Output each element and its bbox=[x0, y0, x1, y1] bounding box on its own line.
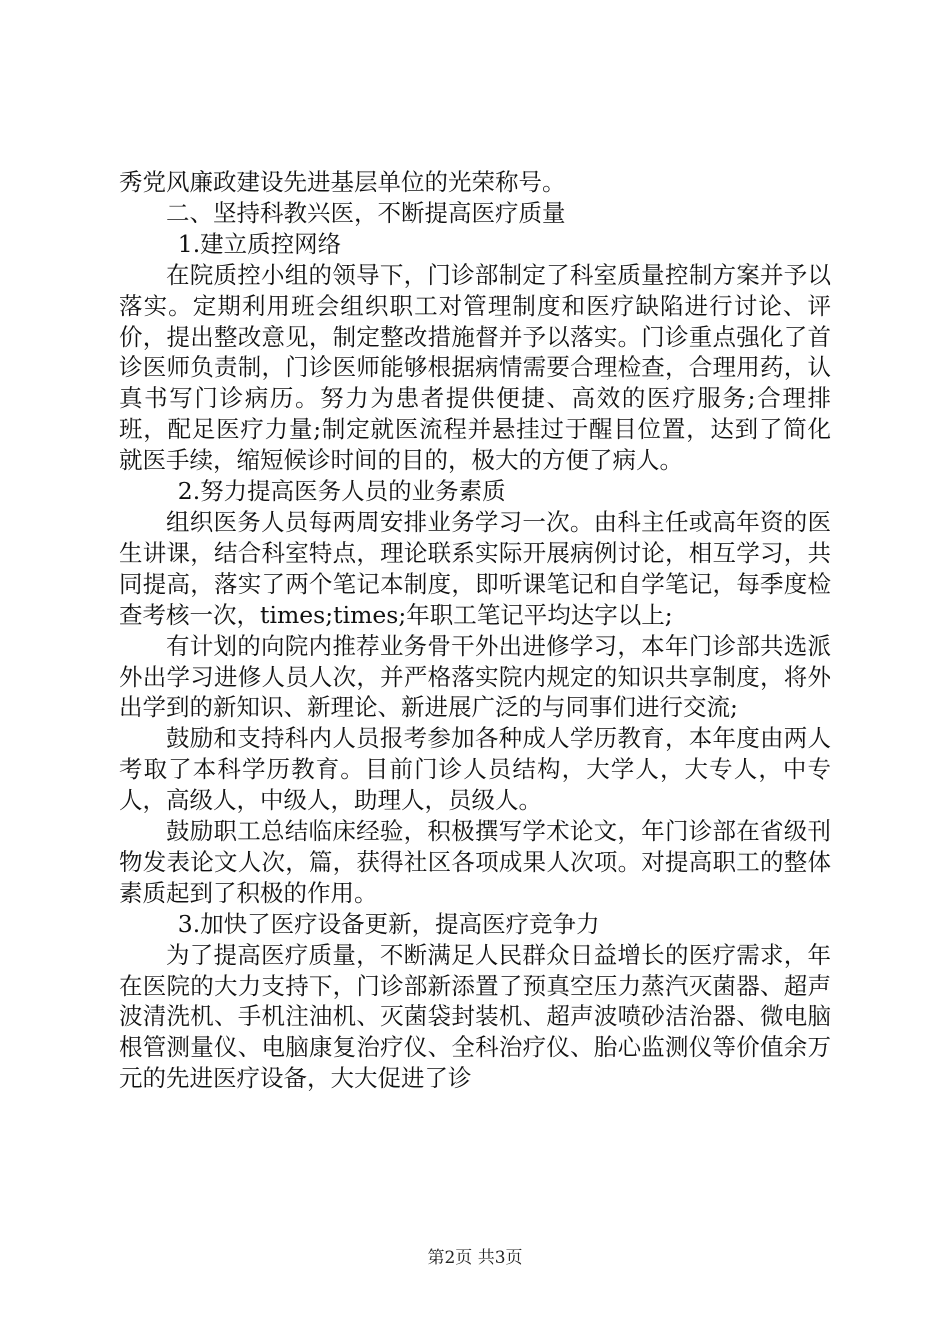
subsection-heading: 2.努力提高医务人员的业务素质 bbox=[177, 477, 506, 506]
subsection-heading: 3.加快了医疗设备更新，提高医疗竞争力 bbox=[177, 909, 600, 938]
body-paragraph: 有计划的向院内推荐业务骨干外出进修学习，本年门诊部共选派外出学习进修人员人次，并严格落实院内规定的知识共享制度，将外出学到的新知识、新理论、新进展广泛的与同事们进行交流; bbox=[119, 631, 831, 722]
subsection-heading: 1.建立质控网络 bbox=[177, 229, 342, 258]
document-body bbox=[119, 167, 831, 1094]
paragraph-continuation: 秀党风廉政建设先进基层单位的光荣称号。 bbox=[119, 168, 566, 196]
body-paragraph: 组织医务人员每两周安排业务学习一次。由科主任或高年资的医生讲课，结合科室特点，理论联系实际开展病例讨论，相互学习，共同提高，落实了两个笔记本制度，即听课笔记和自学笔记，每季度检查考核一次，times;times;年职工笔记平均达字以上; bbox=[119, 507, 831, 629]
body-paragraph: 在院质控小组的领导下，门诊部制定了科室质量控制方案并予以落实。定期利用班会组织职工对管理制度和医疗缺陷进行讨论、评价，提出整改意见，制定整改措施督并予以落实。门诊重点强化了首诊医师负责制，门诊医师能够根据病情需要合理检查，合理用药，认真书写门诊病历。努力为患者提供便捷、高效的医疗服务;合理排班，配足医疗力量;制定就医流程并悬挂过于醒目位置，达到了简化就医手续，缩短候诊时间的目的，极大的方便了病人。 bbox=[119, 260, 831, 475]
body-paragraph: 为了提高医疗质量，不断满足人民群众日益增长的医疗需求，年在医院的大力支持下，门诊部新添置了预真空压力蒸汽灭菌器、超声波清洗机、手机注油机、灭菌袋封装机、超声波喷砂洁治器、微电脑根管测量仪、电脑康复治疗仪、全科治疗仪、胎心监测仪等价值余万元的先进医疗设备，大大促进了诊 bbox=[119, 940, 831, 1093]
page-footer: 第2页 共3页 bbox=[427, 1248, 523, 1268]
body-paragraph: 鼓励和支持科内人员报考参加各种成人学历教育，本年度由两人考取了本科学历教育。目前门诊人员结构，大学人，大专人，中专人，高级人，中级人，助理人，员级人。 bbox=[119, 724, 831, 815]
section-heading: 二、坚持科教兴医，不断提高医疗质量 bbox=[166, 198, 566, 227]
body-paragraph: 鼓励职工总结临床经验，积极撰写学术论文，年门诊部在省级刊物发表论文人次，篇，获得社区各项成果人次项。对提高职工的整体素质起到了积极的作用。 bbox=[119, 817, 831, 907]
